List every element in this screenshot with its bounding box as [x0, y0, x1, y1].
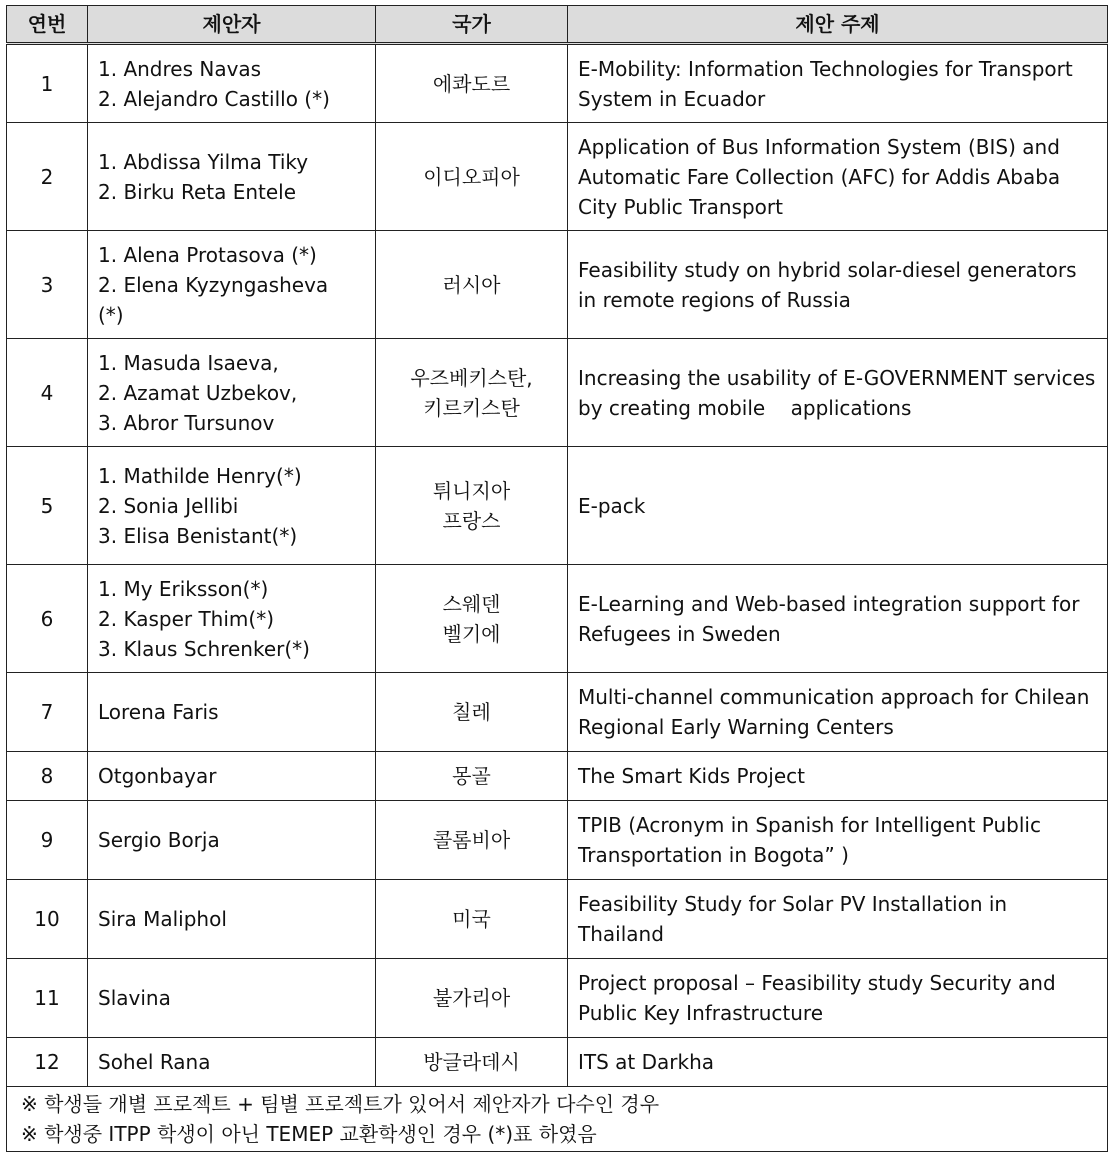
- table-row: [7, 801, 1108, 880]
- table-row: [7, 752, 1108, 801]
- proposer-name: 3. Elisa Benistant(*): [98, 523, 298, 548]
- proposer-name: Sergio Borja: [98, 828, 220, 852]
- country-name: 튀니지아: [432, 478, 511, 503]
- country-cell: [376, 231, 568, 339]
- proposer-name: 1. Masuda Isaeva,: [98, 350, 279, 375]
- country-cell: [376, 801, 568, 880]
- header-country: 국가: [376, 6, 568, 44]
- proposer-name: Lorena Faris: [98, 700, 219, 724]
- header-row: [7, 6, 1108, 44]
- country-name: 칠레: [452, 700, 491, 724]
- proposal-table: [6, 5, 1108, 1152]
- table-row: [7, 959, 1108, 1038]
- proposer-name: Otgonbayar: [98, 764, 217, 788]
- proposer-name: 2. Kasper Thim(*): [98, 606, 274, 631]
- row-number: 5: [7, 447, 88, 565]
- topic-cell: E-Mobility: Information Technologies for Transport System in Ecuador: [568, 44, 1108, 123]
- country-cell: [376, 673, 568, 752]
- country-name: 방글라데시: [423, 1050, 520, 1074]
- topic-cell: The Smart Kids Project: [568, 752, 1108, 801]
- proposer-name: 2. Birku Reta Entele: [98, 179, 297, 204]
- country-cell: [376, 1038, 568, 1087]
- proposer-name: Sohel Rana: [98, 1050, 211, 1074]
- note-line: ※ 학생들 개별 프로젝트 + 팀별 프로젝트가 있어서 제안자가 다수인 경우: [21, 1092, 660, 1116]
- proposer-cell: [88, 673, 376, 752]
- row-number: 8: [7, 752, 88, 801]
- topic-cell: Project proposal – Feasibility study Security and Public Key Infrastructure: [568, 959, 1108, 1038]
- row-number: 1: [7, 44, 88, 123]
- country-name: 미국: [452, 907, 491, 931]
- row-number: 11: [7, 959, 88, 1038]
- country-name: 콜롬비아: [432, 828, 511, 852]
- country-name: 스웨덴: [442, 591, 501, 616]
- row-number: 2: [7, 123, 88, 231]
- proposer-cell: [88, 123, 376, 231]
- row-number: 10: [7, 880, 88, 959]
- proposer-cell: [88, 959, 376, 1038]
- proposer-cell: [88, 447, 376, 565]
- proposer-name: 3. Klaus Schrenker(*): [98, 636, 310, 661]
- country-name: 러시아: [442, 272, 501, 297]
- country-name: 불가리아: [432, 986, 511, 1010]
- topic-cell: E-Learning and Web-based integration support for Refugees in Sweden: [568, 565, 1108, 673]
- country-cell: [376, 565, 568, 673]
- note-line: ※ 학생중 ITPP 학생이 아닌 TEMEP 교환학생인 경우 (*)표 하였음: [21, 1122, 597, 1146]
- country-cell: [376, 123, 568, 231]
- row-number: 6: [7, 565, 88, 673]
- country-cell: [376, 880, 568, 959]
- header-topic: 제안 주제: [568, 6, 1108, 44]
- proposer-name: 1. My Eriksson(*): [98, 576, 269, 601]
- row-number: 12: [7, 1038, 88, 1087]
- row-number: 4: [7, 339, 88, 447]
- proposer-name: (*): [98, 302, 124, 327]
- topic-cell: ITS at Darkha: [568, 1038, 1108, 1087]
- proposer-cell: [88, 752, 376, 801]
- proposal-table-container: [6, 5, 1107, 1152]
- proposer-name: 2. Alejandro Castillo (*): [98, 86, 330, 111]
- table-row: [7, 565, 1108, 673]
- country-cell: [376, 959, 568, 1038]
- header-no: 연번: [7, 6, 88, 44]
- table-row: [7, 447, 1108, 565]
- proposer-cell: [88, 801, 376, 880]
- country-cell: [376, 447, 568, 565]
- country-name: 우즈베키스탄,: [410, 365, 533, 390]
- table-row: [7, 1038, 1108, 1087]
- proposer-name: 1. Andres Navas: [98, 56, 262, 81]
- topic-cell: Multi-channel communication approach for Chilean Regional Early Warning Centers: [568, 673, 1108, 752]
- proposer-cell: [88, 1038, 376, 1087]
- table-row: [7, 673, 1108, 752]
- country-cell: [376, 752, 568, 801]
- country-name: 키르키스탄: [423, 395, 520, 420]
- country-cell: [376, 44, 568, 123]
- topic-cell: Feasibility Study for Solar PV Installation in Thailand: [568, 880, 1108, 959]
- proposer-name: 1. Mathilde Henry(*): [98, 463, 302, 488]
- row-number: 9: [7, 801, 88, 880]
- notes-cell: [7, 1087, 1108, 1152]
- proposer-name: 2. Sonia Jellibi: [98, 493, 239, 518]
- header-proposer: 제안자: [88, 6, 376, 44]
- topic-cell: Application of Bus Information System (BIS) and Automatic Fare Collection (AFC) for Addis Ababa City Public Transport: [568, 123, 1108, 231]
- proposer-name: Slavina: [98, 986, 171, 1010]
- country-name: 몽골: [452, 764, 491, 788]
- proposer-cell: [88, 44, 376, 123]
- table-row: [7, 44, 1108, 123]
- country-cell: [376, 339, 568, 447]
- proposer-name: 1. Abdissa Yilma Tiky: [98, 149, 309, 174]
- proposer-cell: [88, 231, 376, 339]
- proposer-cell: [88, 880, 376, 959]
- row-number: 3: [7, 231, 88, 339]
- row-number: 7: [7, 673, 88, 752]
- proposer-cell: [88, 339, 376, 447]
- table-row: [7, 880, 1108, 959]
- proposer-name: 1. Alena Protasova (*): [98, 242, 317, 267]
- country-name: 프랑스: [442, 508, 501, 533]
- topic-cell: Increasing the usability of E-GOVERNMENT services by creating mobile applications: [568, 339, 1108, 447]
- topic-cell: Feasibility study on hybrid solar-diesel generators in remote regions of Russia: [568, 231, 1108, 339]
- notes-row: [7, 1087, 1108, 1152]
- proposer-name: Sira Maliphol: [98, 907, 227, 931]
- table-row: [7, 231, 1108, 339]
- topic-cell: TPIB (Acronym in Spanish for Intelligent Public Transportation in Bogota” ): [568, 801, 1108, 880]
- proposer-name: 2. Elena Kyzyngasheva: [98, 272, 329, 297]
- country-name: 이디오피아: [423, 164, 520, 189]
- country-name: 벨기에: [442, 621, 501, 646]
- country-name: 에콰도르: [432, 71, 511, 96]
- topic-cell: E-pack: [568, 447, 1108, 565]
- proposer-name: 3. Abror Tursunov: [98, 410, 275, 435]
- table-row: [7, 339, 1108, 447]
- table-row: [7, 123, 1108, 231]
- proposer-name: 2. Azamat Uzbekov,: [98, 380, 298, 405]
- table-body: [7, 44, 1108, 1087]
- proposer-cell: [88, 565, 376, 673]
